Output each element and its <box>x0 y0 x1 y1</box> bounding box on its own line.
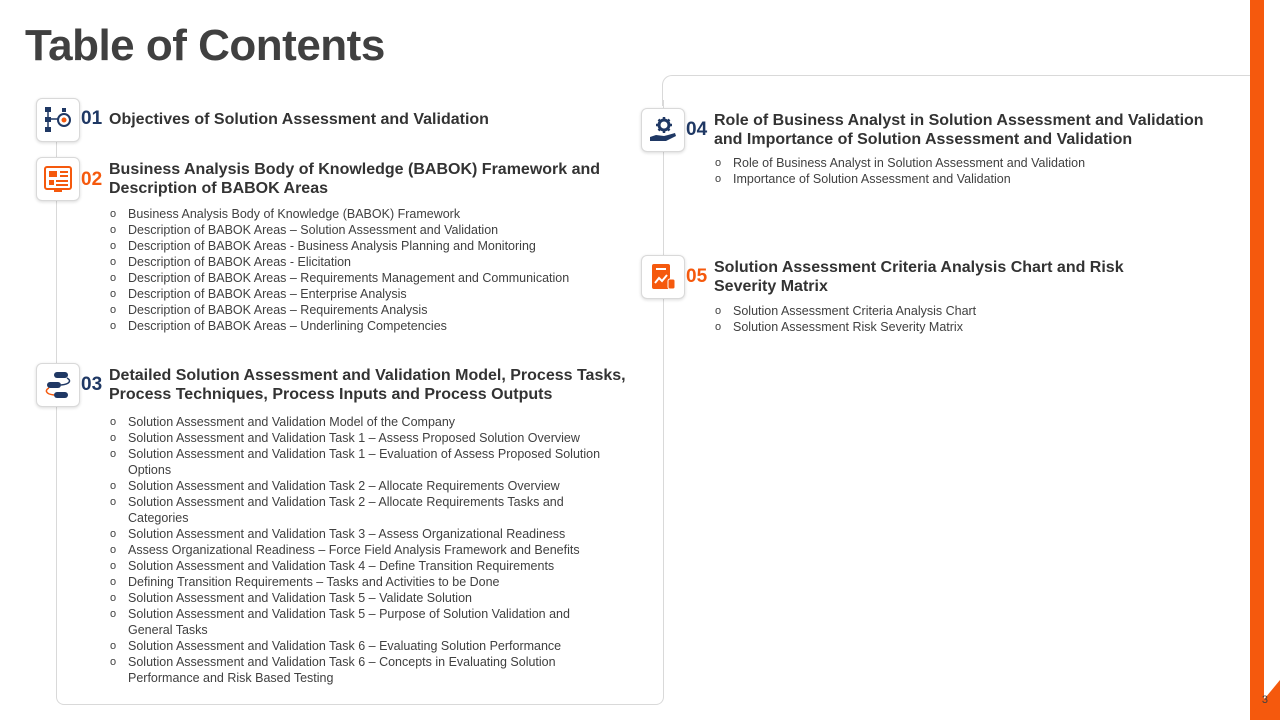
page-title: Table of Contents <box>25 21 385 70</box>
list-item[interactable]: o Business Analysis Body of Knowledge (BABOK) Framework <box>109 206 649 222</box>
list-item[interactable]: o Description of BABOK Areas - Business Analysis Planning and Monitoring <box>109 238 649 254</box>
accent-bar <box>1250 0 1264 720</box>
page-number: 3 <box>1261 694 1268 706</box>
flowchart-target-icon <box>43 105 73 135</box>
process-flow-icon <box>43 370 73 400</box>
list-item[interactable]: o Solution Assessment Risk Severity Matrix <box>714 319 1214 335</box>
list-item[interactable]: o Solution Assessment and Validation Task 6 – Evaluating Solution Performance <box>109 638 609 654</box>
section-02-list <box>109 206 649 334</box>
list-item[interactable]: o Solution Assessment and Validation Task 4 – Define Transition Requirements <box>109 558 609 574</box>
list-item[interactable]: o Solution Assessment and Validation Task 1 – Assess Proposed Solution Overview <box>109 430 609 446</box>
list-item[interactable]: o Description of BABOK Areas - Elicitation <box>109 254 649 270</box>
list-item[interactable]: o Description of BABOK Areas – Enterprise Analysis <box>109 286 649 302</box>
section-05-icon <box>641 255 685 299</box>
section-03-icon <box>36 363 80 407</box>
list-item[interactable]: o Solution Assessment and Validation Task 3 – Assess Organizational Readiness <box>109 526 609 542</box>
list-item[interactable]: o Solution Assessment and Validation Task 1 – Evaluation of Assess Proposed Solution Options <box>109 446 609 478</box>
section-01-title[interactable]: Objectives of Solution Assessment and Validation <box>109 111 489 128</box>
list-item[interactable]: o Role of Business Analyst in Solution Assessment and Validation <box>714 155 1214 171</box>
section-04-icon <box>641 108 685 152</box>
section-05-number: 05 <box>686 266 708 287</box>
list-item[interactable]: o Solution Assessment and Validation Task 5 – Purpose of Solution Validation and General Tasks <box>109 606 609 638</box>
section-04-number: 04 <box>686 119 708 140</box>
section-04-list <box>714 155 1214 187</box>
list-item[interactable]: o Importance of Solution Assessment and Validation <box>714 171 1214 187</box>
list-item[interactable]: o Assess Organizational Readiness – Force Field Analysis Framework and Benefits <box>109 542 609 558</box>
list-item[interactable]: o Solution Assessment and Validation Task 6 – Concepts in Evaluating Solution Performance and Risk Based Testing <box>109 654 609 686</box>
list-item[interactable]: o Solution Assessment Criteria Analysis Chart <box>714 303 1214 319</box>
section-03-title[interactable]: Detailed Solution Assessment and Validation Model, Process Tasks, Process Techniques, Process Inputs and Process Outputs <box>109 367 626 403</box>
list-item[interactable]: o Description of BABOK Areas – Requirements Analysis <box>109 302 649 318</box>
list-item[interactable]: o Description of BABOK Areas – Underlining Competencies <box>109 318 649 334</box>
section-04-title[interactable]: Role of Business Analyst in Solution Assessment and Validation and Importance of Solution Assessment and Validation <box>714 112 1204 148</box>
section-03-number: 03 <box>81 374 103 395</box>
list-item[interactable]: o Solution Assessment and Validation Task 5 – Validate Solution <box>109 590 609 606</box>
section-05-title[interactable]: Solution Assessment Criteria Analysis Chart and Risk Severity Matrix <box>714 259 1124 295</box>
section-02-icon <box>36 157 80 201</box>
right-column-frame <box>662 75 1251 106</box>
dashboard-report-icon <box>43 164 73 194</box>
section-02-title[interactable]: Business Analysis Body of Knowledge (BABOK) Framework and Description of BABOK Areas <box>109 161 601 197</box>
section-05-list <box>714 303 1214 335</box>
list-item[interactable]: o Solution Assessment and Validation Task 2 – Allocate Requirements Tasks and Categories <box>109 494 609 526</box>
hand-gear-icon <box>648 115 678 145</box>
section-01-icon <box>36 98 80 142</box>
list-item[interactable]: o Defining Transition Requirements – Tasks and Activities to be Done <box>109 574 609 590</box>
list-item[interactable]: o Description of BABOK Areas – Requirements Management and Communication <box>109 270 649 286</box>
section-01-number: 01 <box>81 108 103 129</box>
chart-document-icon <box>648 262 678 292</box>
list-item[interactable]: o Solution Assessment and Validation Model of the Company <box>109 414 609 430</box>
section-02-number: 02 <box>81 169 103 190</box>
list-item[interactable]: o Solution Assessment and Validation Task 2 – Allocate Requirements Overview <box>109 478 609 494</box>
section-03-list <box>109 414 609 686</box>
list-item[interactable]: o Description of BABOK Areas – Solution Assessment and Validation <box>109 222 649 238</box>
